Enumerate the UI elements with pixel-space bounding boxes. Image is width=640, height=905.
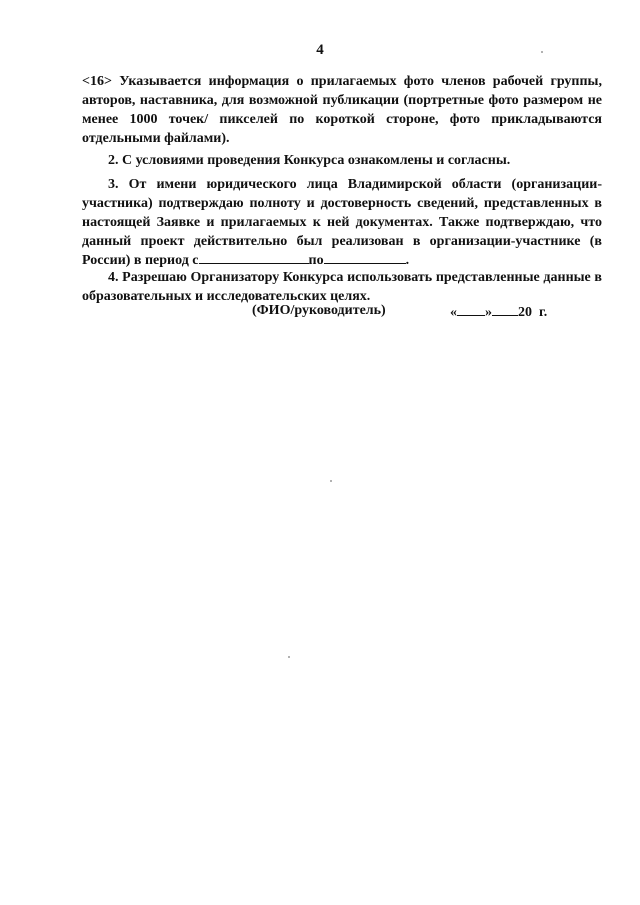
paragraph-3-body [82,175,602,270]
paragraph-3-word-between: по [308,253,324,268]
paragraph-3-end: . [405,253,410,268]
signature-date [450,303,547,321]
scan-speck [288,656,290,658]
scan-speck [330,480,332,482]
paragraph-3-text: 3. От имени юридического лица Владимирской области (организации-участника) подтверждаю полноту и достоверность сведений, представленных в настоящей Заявке и прилагаемых к ней документах. Также подтверждаю, что данный проект действительно был реализован в организации-участнике (в России) в период с [82,177,602,268]
footnote-text: <16> Указывается информация о прилагаемых фото членов рабочей группы, авторов, наставника, для возможной публикации (портретные фото размером не менее 1000 точек/ пикселей по короткой стороне, фото прикладываются отдельными файлами). [82,74,602,146]
scan-speck [541,51,543,53]
paragraph-4 [82,268,602,306]
signature-label: (ФИО/руководитель) [252,303,386,318]
year-prefix: 20 [518,305,532,320]
month-blank[interactable] [492,303,518,316]
page-number: 4 [316,42,324,58]
date-close-quote: » [485,305,492,320]
period-end-blank[interactable] [324,251,406,264]
paragraph-4-text: 4. Разрешаю Организатору Конкурса использовать представленные данные в образовательных и исследовательских целях. [82,270,602,304]
signature-row [0,303,640,323]
paragraph-2-text: 2. С условиями проведения Конкурса ознакомлены и согласны. [108,153,511,168]
date-open-quote: « [450,305,457,320]
period-start-blank[interactable] [199,251,309,264]
footnote-16 [82,72,602,148]
day-blank[interactable] [457,303,485,316]
year-suffix: г. [539,305,548,320]
paragraph-2 [82,151,602,170]
paragraph-3 [82,175,602,270]
